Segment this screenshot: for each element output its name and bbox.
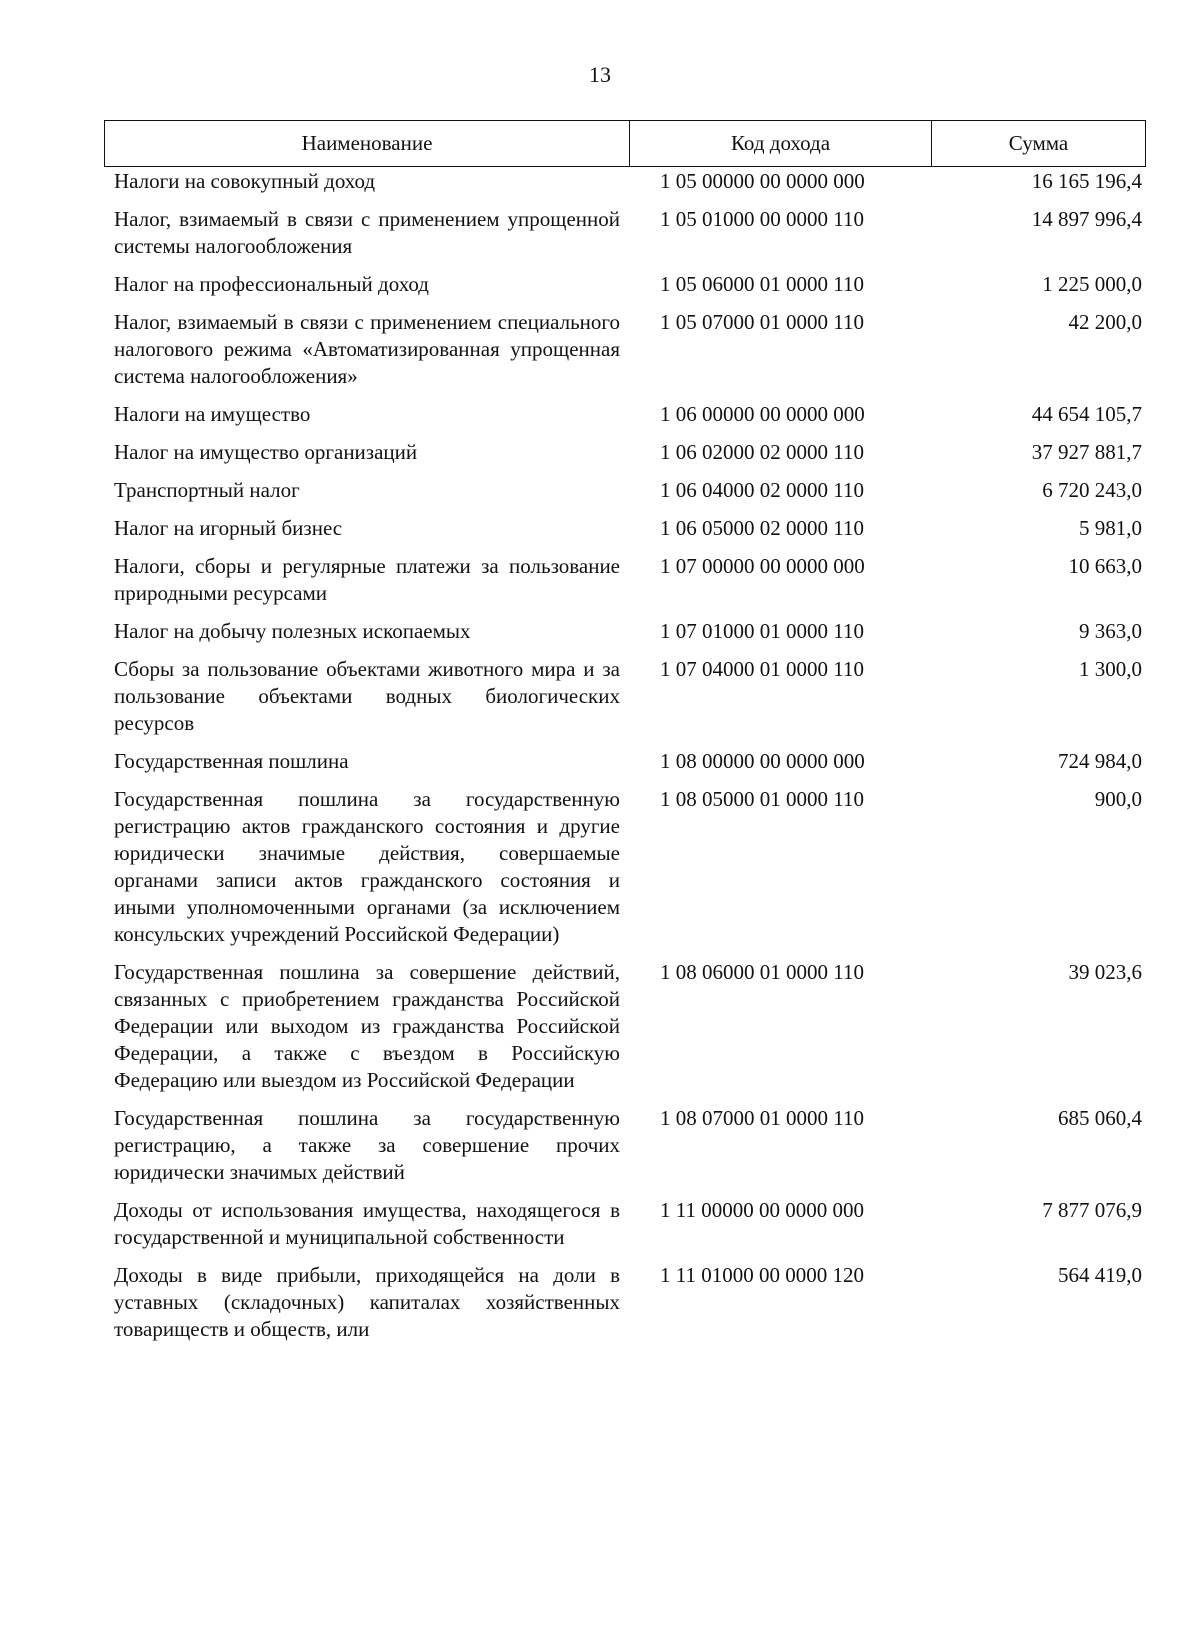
row-sum: 564 419,0 [1058,1263,1142,1287]
table-row [104,1197,1146,1251]
table-row [104,656,1146,737]
row-name: Налог, взимаемый в связи с применением специального налогового режима «Автоматизированная упрощенная система налогообложения» [114,310,620,388]
row-name: Налог на имущество организаций [114,440,418,464]
row-name: Налоги на имущество [114,402,311,426]
row-code: 1 11 01000 00 0000 120 [660,1263,864,1287]
row-code: 1 05 00000 00 0000 000 [660,169,865,193]
row-code: 1 05 01000 00 0000 110 [660,207,864,231]
row-code: 1 06 04000 02 0000 110 [660,478,864,502]
row-name: Государственная пошлина за совершение действий, связанных с приобретением гражданства Российской Федерации или выходом из гражданства Российской Федерации, а также с въездом в Российскую Федерацию или выездом из Российской Федерации [114,960,620,1092]
row-sum: 14 897 996,4 [1031,207,1142,231]
row-code: 1 07 04000 01 0000 110 [660,657,864,681]
row-name: Доходы в виде прибыли, приходящейся на доли в уставных (складочных) капиталах хозяйственных товариществ и обществ, или [114,1263,620,1341]
row-sum: 10 663,0 [1068,554,1142,578]
row-sum: 5 981,0 [1079,516,1142,540]
table-row [104,401,1146,428]
row-code: 1 05 06000 01 0000 110 [660,272,864,296]
row-name: Налоги на совокупный доход [114,169,376,193]
table-row [104,309,1146,390]
header-name: Наименование [105,121,630,166]
table-row [104,618,1146,645]
row-name: Налог на добычу полезных ископаемых [114,619,471,643]
row-name: Налоги, сборы и регулярные платежи за пользование природными ресурсами [114,554,620,605]
row-code: 1 08 07000 01 0000 110 [660,1106,864,1130]
row-sum: 6 720 243,0 [1042,478,1142,502]
row-sum: 7 877 076,9 [1042,1198,1142,1222]
row-name: Государственная пошлина за государственную регистрацию, а также за совершение прочих юридически значимых действий [114,1106,620,1184]
row-code: 1 06 05000 02 0000 110 [660,516,864,540]
row-sum: 900,0 [1094,787,1142,811]
row-name: Сборы за пользование объектами животного мира и за пользование объектами водных биологических ресурсов [114,657,620,735]
row-name: Доходы от использования имущества, находящегося в государственной и муниципальной собственности [114,1198,620,1249]
row-code: 1 06 00000 00 0000 000 [660,402,865,426]
row-code: 1 08 00000 00 0000 000 [660,749,865,773]
table-header [104,120,1146,167]
table-row [104,477,1146,504]
header-sum: Сумма [1008,131,1069,155]
row-sum: 44 654 105,7 [1031,402,1142,426]
row-sum: 39 023,6 [1068,960,1142,984]
table-row [104,553,1146,607]
row-name: Транспортный налог [114,478,300,502]
table-row [104,786,1146,948]
row-name: Налог, взимаемый в связи с применением упрощенной системы налогообложения [114,207,620,258]
row-sum: 724 984,0 [1058,749,1142,773]
row-sum: 1 225 000,0 [1042,272,1142,296]
table-row [104,271,1146,298]
table-row [104,515,1146,542]
table-row [104,1105,1146,1186]
table-row [104,206,1146,260]
row-sum: 1 300,0 [1079,657,1142,681]
row-name: Государственная пошлина [114,749,349,773]
row-code: 1 07 01000 01 0000 110 [660,619,864,643]
row-sum: 685 060,4 [1058,1106,1142,1130]
table-row [104,1262,1146,1343]
row-code: 1 06 02000 02 0000 110 [660,440,864,464]
table-row [104,748,1146,775]
table-row [104,959,1146,1094]
row-sum: 16 165 196,4 [1031,169,1142,193]
row-sum: 9 363,0 [1079,619,1142,643]
row-sum: 42 200,0 [1068,310,1142,334]
row-code: 1 05 07000 01 0000 110 [660,310,864,334]
row-code: 1 08 06000 01 0000 110 [660,960,864,984]
row-name: Налог на профессиональный доход [114,272,429,296]
row-code: 1 07 00000 00 0000 000 [660,554,865,578]
header-code: Код дохода [630,121,932,166]
row-code: 1 08 05000 01 0000 110 [660,787,864,811]
row-code: 1 11 00000 00 0000 000 [660,1198,864,1222]
row-name: Государственная пошлина за государственную регистрацию актов гражданского состояния и другие юридически значимые действия, совершаемые органами записи актов гражданского состояния и иными уполномоченными органами (за исключением консульских учреждений Российской Федерации) [114,787,620,946]
page-number: 13 [589,62,611,87]
row-name: Налог на игорный бизнес [114,516,343,540]
row-sum: 37 927 881,7 [1031,440,1142,464]
table-row [104,168,1146,195]
table-row [104,439,1146,466]
table-body [104,168,1146,1354]
